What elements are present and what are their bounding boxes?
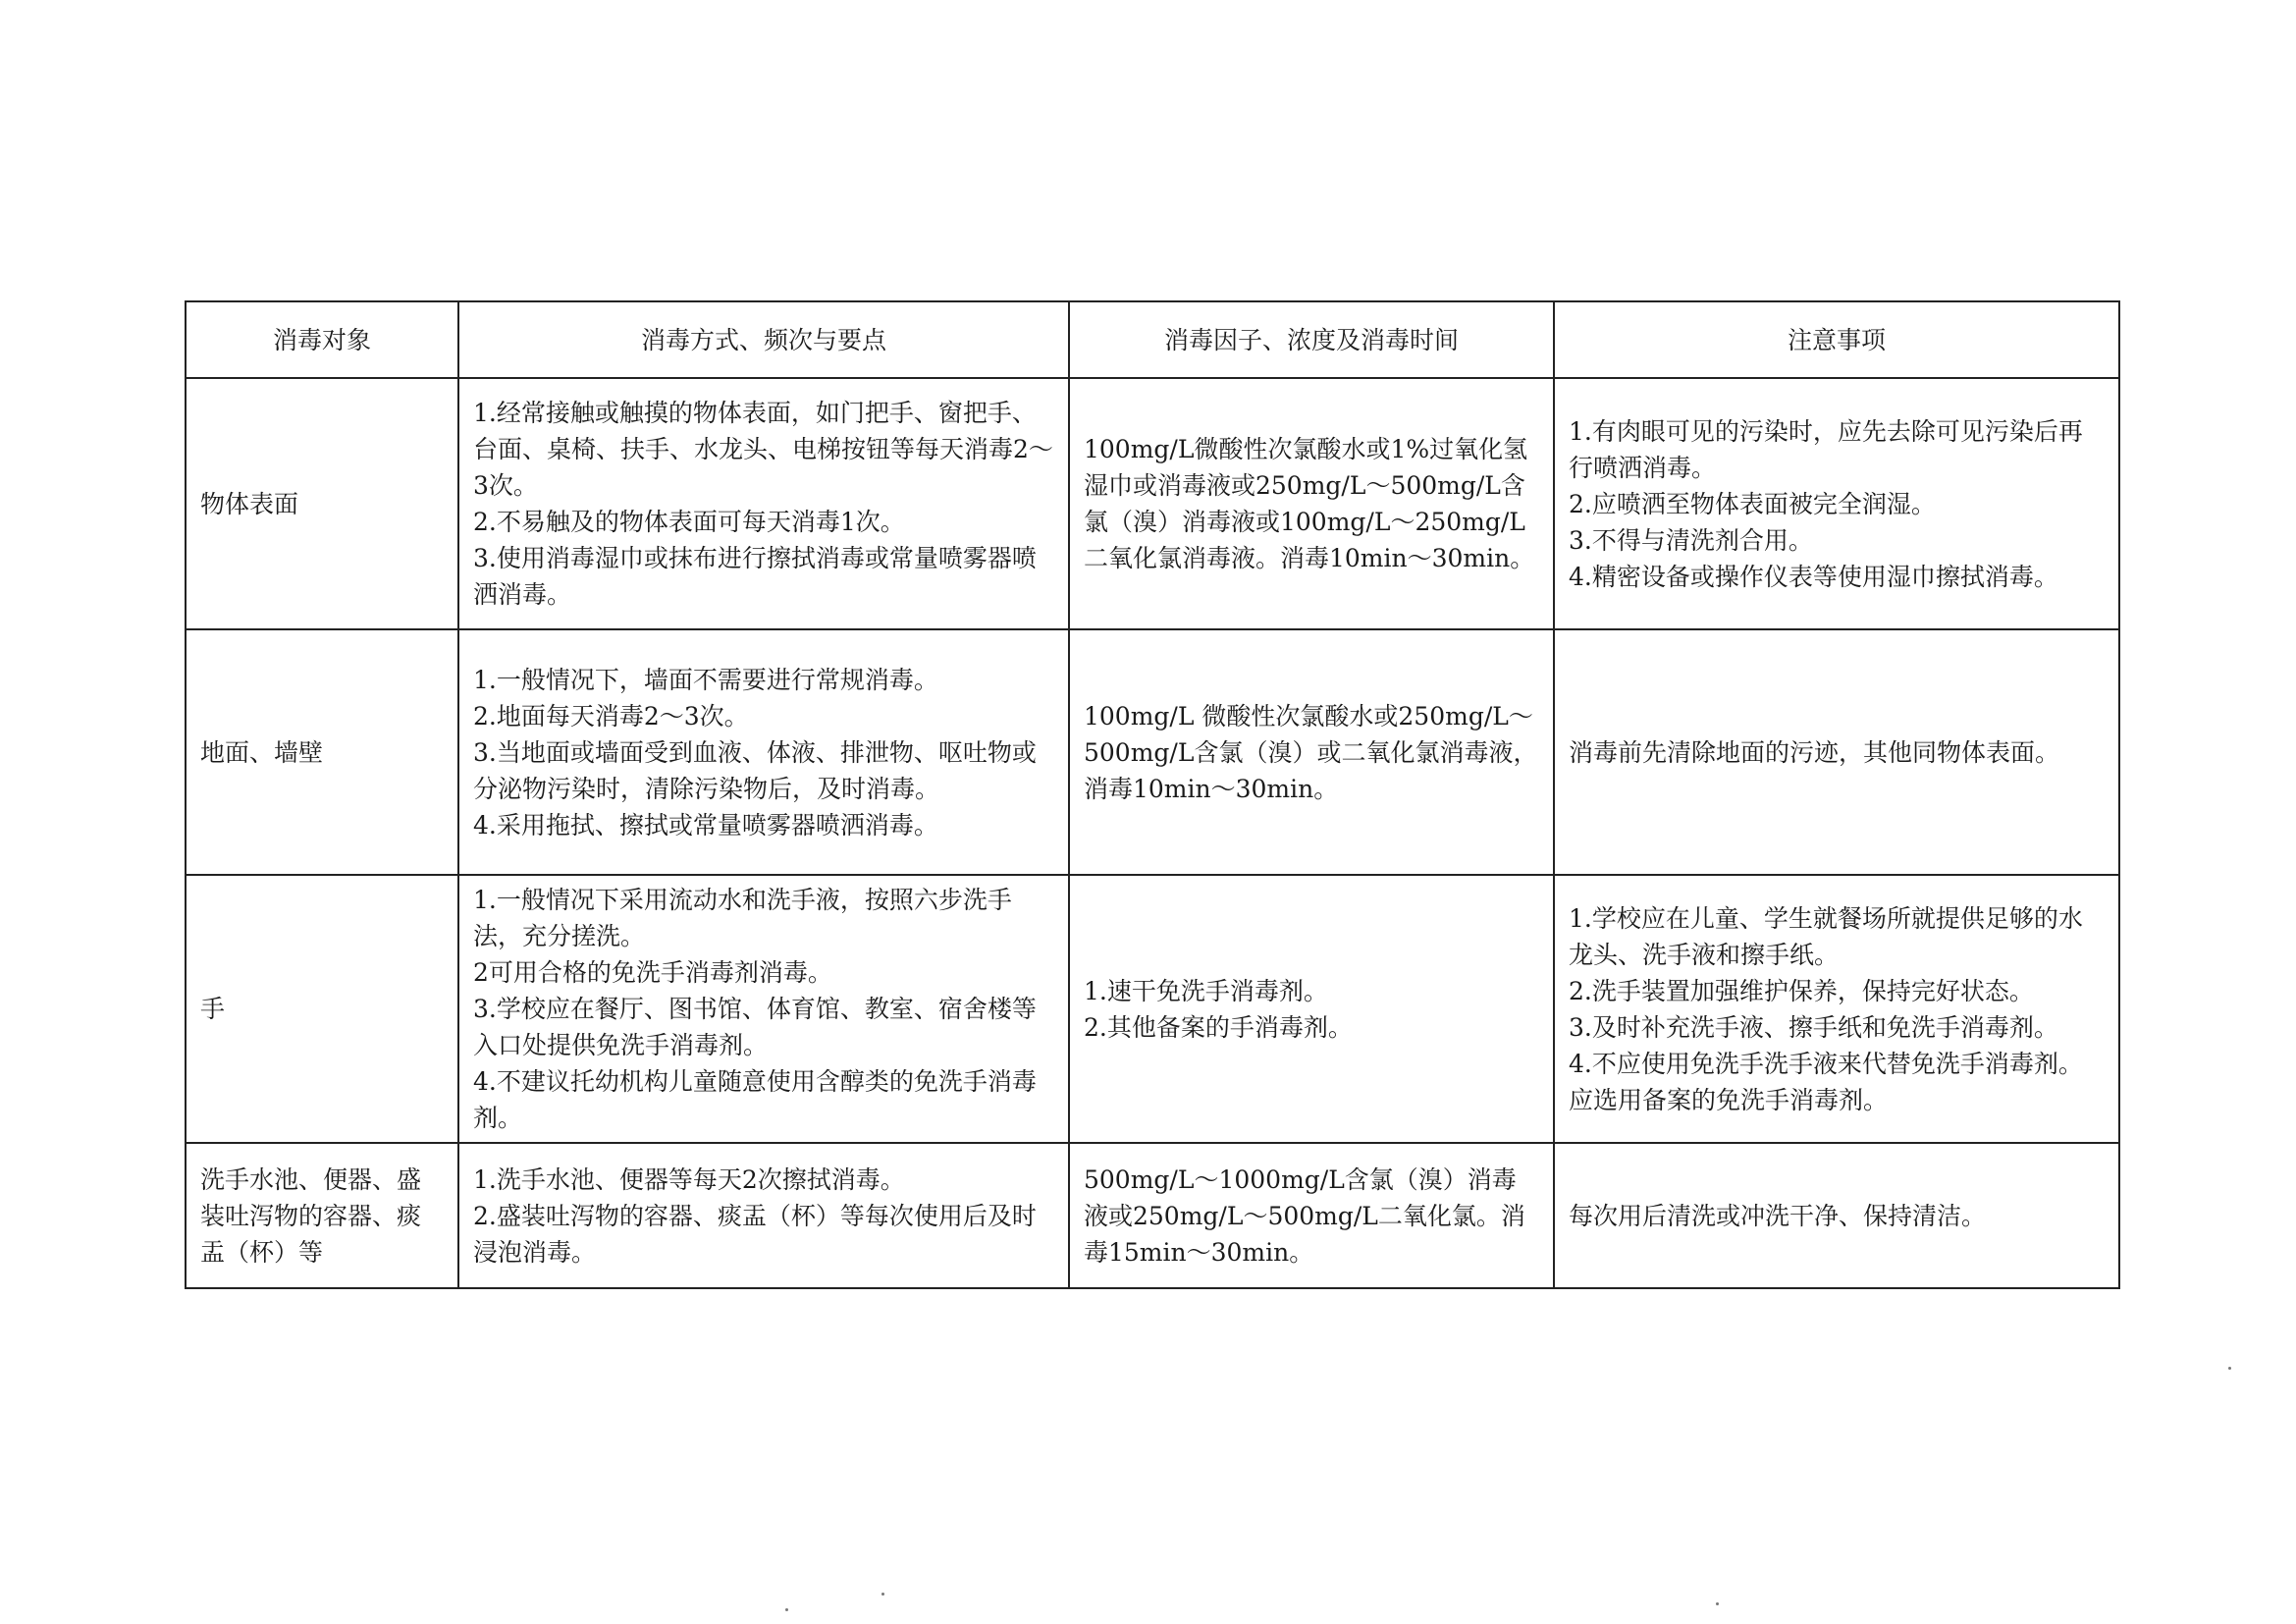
notes-line: 4.精密设备或操作仪表等使用湿巾擦拭消毒。	[1569, 562, 2058, 591]
method-line: 4.采用拖拭、擦拭或常量喷雾器喷洒消毒。	[473, 810, 938, 839]
method-line: 3.当地面或墙面受到血液、体液、排泄物、呕吐物或分泌物污染时，清除污染物后，及时消毒。	[473, 737, 1037, 803]
header-factor: 消毒因子、浓度及消毒时间	[1069, 301, 1554, 378]
notes-line: 3.及时补充洗手液、擦手纸和免洗手消毒剂。	[1569, 1012, 2058, 1042]
method-cell	[458, 378, 1069, 629]
header-notes: 注意事项	[1554, 301, 2119, 378]
notes-cell	[1554, 378, 2119, 629]
factor-line: 1.速干免洗手消毒剂。	[1084, 976, 1328, 1005]
table-row	[186, 875, 2119, 1143]
notes-line: 2.洗手装置加强维护保养，保持完好状态。	[1569, 976, 2034, 1005]
factor-cell	[1069, 378, 1554, 629]
method-line: 3.使用消毒湿巾或抹布进行擦拭消毒或常量喷雾器喷洒消毒。	[473, 544, 1037, 609]
notes-line: 1.有肉眼可见的污染时，应先去除可见污染后再行喷洒消毒。	[1569, 416, 2083, 482]
header-method: 消毒方式、频次与要点	[458, 301, 1069, 378]
scan-speck	[785, 1608, 788, 1611]
table-row	[186, 378, 2119, 629]
table-header-row	[186, 301, 2119, 378]
method-line: 2可用合格的免洗手消毒剂消毒。	[473, 958, 832, 987]
factor-cell	[1069, 1143, 1554, 1288]
factor-cell	[1069, 629, 1554, 875]
factor-cell	[1069, 875, 1554, 1143]
scan-speck	[1716, 1602, 1719, 1605]
notes-line: 4.不应使用免洗手洗手液来代替免洗手消毒剂。应选用备案的免洗手消毒剂。	[1569, 1049, 2083, 1114]
notes-cell	[1554, 629, 2119, 875]
notes-line: 2.应喷洒至物体表面被完全润湿。	[1569, 489, 1936, 518]
notes-line: 1.学校应在儿童、学生就餐场所就提供足够的水龙头、洗手液和擦手纸。	[1569, 903, 2083, 969]
method-line: 2.不易触及的物体表面可每天消毒1次。	[473, 508, 905, 536]
method-line: 1.经常接触或触摸的物体表面，如门把手、窗把手、台面、桌椅、扶手、水龙头、电梯按钮等每天消毒2～3次。	[473, 399, 1053, 500]
method-line: 2.盛装吐泻物的容器、痰盂（杯）等每次使用后及时浸泡消毒。	[473, 1201, 1037, 1267]
factor-line: 100mg/L微酸性次氯酸水或1%过氧化氢湿巾或消毒液或250mg/L～500mg/L含氯（溴）消毒液或100mg/L～250mg/L二氧化氯消毒液。消毒10min～30min。	[1084, 435, 1535, 572]
notes-line: 消毒前先清除地面的污迹，其他同物体表面。	[1569, 737, 2060, 767]
factor-line: 2.其他备案的手消毒剂。	[1084, 1012, 1353, 1042]
table-row	[186, 1143, 2119, 1288]
factor-line: 100mg/L 微酸性次氯酸水或250mg/L～500mg/L含氯（溴）或二氧化氯消毒液，消毒10min～30min。	[1084, 701, 1538, 803]
object-cell: 洗手水池、便器、盛装吐泻物的容器、痰盂（杯）等	[186, 1143, 458, 1288]
method-line: 3.学校应在餐厅、图书馆、体育馆、教室、宿舍楼等入口处提供免洗手消毒剂。	[473, 995, 1037, 1059]
notes-line: 每次用后清洗或冲洗干净、保持清洁。	[1569, 1201, 1987, 1230]
object-cell: 物体表面	[186, 378, 458, 629]
header-object: 消毒对象	[186, 301, 458, 378]
method-cell	[458, 875, 1069, 1143]
factor-line: 500mg/L～1000mg/L含氯（溴）消毒液或250mg/L～500mg/L二氧化氯。消毒15min～30min。	[1084, 1164, 1525, 1267]
notes-cell	[1554, 875, 2119, 1143]
table-row	[186, 629, 2119, 875]
method-cell	[458, 1143, 1069, 1288]
method-line: 1.洗手水池、便器等每天2次擦拭消毒。	[473, 1164, 905, 1194]
scan-speck	[881, 1593, 884, 1596]
disinfection-table	[185, 300, 2120, 1289]
method-line: 1.一般情况下采用流动水和洗手液，按照六步洗手法，充分搓洗。	[473, 886, 1012, 950]
object-cell: 地面、墙壁	[186, 629, 458, 875]
notes-line: 3.不得与清洗剂合用。	[1569, 525, 1813, 555]
method-cell	[458, 629, 1069, 875]
scan-speck	[2228, 1367, 2231, 1370]
method-line: 4.不建议托幼机构儿童随意使用含醇类的免洗手消毒剂。	[473, 1067, 1037, 1132]
method-line: 1.一般情况下，墙面不需要进行常规消毒。	[473, 665, 938, 694]
method-line: 2.地面每天消毒2～3次。	[473, 701, 749, 731]
notes-cell	[1554, 1143, 2119, 1288]
object-cell: 手	[186, 875, 458, 1143]
